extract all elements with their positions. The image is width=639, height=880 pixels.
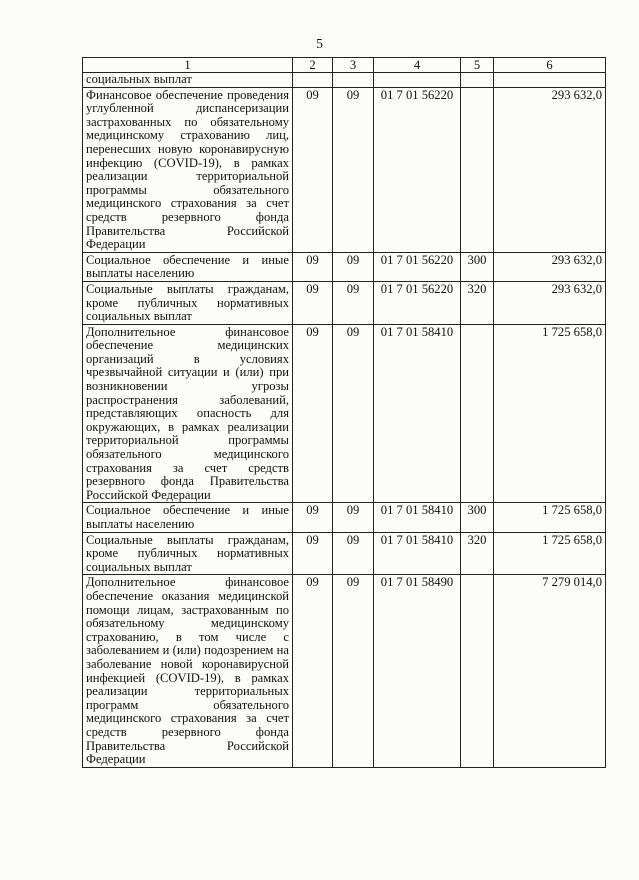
row-subsection: 09	[333, 324, 374, 503]
page-number: 5	[316, 36, 323, 51]
row-target-code: 01 7 01 58410	[374, 503, 461, 532]
table-row	[83, 324, 606, 503]
row-name: социальных выплат	[83, 73, 293, 88]
row-section: 09	[293, 324, 333, 503]
row-amount: 1 725 658,0	[494, 532, 606, 575]
row-subsection	[333, 73, 374, 88]
row-section: 09	[293, 503, 333, 532]
row-target-code: 01 7 01 56220	[374, 252, 461, 281]
row-expense-type: 300	[461, 252, 494, 281]
row-expense-type	[461, 324, 494, 503]
row-section	[293, 73, 333, 88]
row-target-code: 01 7 01 58410	[374, 532, 461, 575]
row-amount	[494, 73, 606, 88]
table-row	[83, 281, 606, 324]
row-amount: 293 632,0	[494, 87, 606, 252]
row-expense-type	[461, 73, 494, 88]
row-expense-type: 320	[461, 281, 494, 324]
row-section: 09	[293, 281, 333, 324]
row-name: Социальные выплаты гражданам, кроме публичных нормативных социальных выплат	[83, 532, 293, 575]
row-section: 09	[293, 252, 333, 281]
row-expense-type: 320	[461, 532, 494, 575]
table-header-row	[83, 58, 606, 73]
header-col-3: 3	[333, 58, 374, 73]
header-col-2: 2	[293, 58, 333, 73]
row-name: Дополнительное финансовое обеспечение оказания медицинской помощи лицам, застрахованным по обязательному медицинскому страхованию, в том числе с заболеванием и (или) подозрением на заболевание новой коронавирусной инфекцией (COVID-19), в рамках реализации территориальных программ обязательного медицинского страхования за счет средств резервного фонда Правительства Российской Федерации	[83, 575, 293, 767]
row-section: 09	[293, 532, 333, 575]
row-amount: 7 279 014,0	[494, 575, 606, 767]
table-row	[83, 532, 606, 575]
header-col-1: 1	[83, 58, 293, 73]
row-subsection: 09	[333, 503, 374, 532]
row-name: Социальное обеспечение и иные выплаты населению	[83, 503, 293, 532]
row-target-code: 01 7 01 56220	[374, 281, 461, 324]
row-name: Социальные выплаты гражданам, кроме публичных нормативных социальных выплат	[83, 281, 293, 324]
row-target-code: 01 7 01 58410	[374, 324, 461, 503]
row-target-code: 01 7 01 56220	[374, 87, 461, 252]
row-subsection: 09	[333, 575, 374, 767]
row-expense-type: 300	[461, 503, 494, 532]
row-subsection: 09	[333, 252, 374, 281]
table-row	[83, 87, 606, 252]
header-col-6: 6	[494, 58, 606, 73]
row-subsection: 09	[333, 87, 374, 252]
header-col-4: 4	[374, 58, 461, 73]
row-amount: 293 632,0	[494, 252, 606, 281]
row-name: Финансовое обеспечение проведения углубленной диспансеризации застрахованных по обязательному медицинскому страхованию лиц, перенесших новую коронавирусную инфекцию (COVID-19), в рамках реализации территориальной программы обязательного медицинского страхования за счет средств резервного фонда Правительства Российской Федерации	[83, 87, 293, 252]
row-section: 09	[293, 87, 333, 252]
row-amount: 293 632,0	[494, 281, 606, 324]
header-col-5: 5	[461, 58, 494, 73]
table-row	[83, 575, 606, 767]
row-expense-type	[461, 575, 494, 767]
table-row	[83, 73, 606, 88]
row-name: Дополнительное финансовое обеспечение медицинских организаций в условиях чрезвычайной ситуации и (или) при возникновении угрозы распространения заболеваний, представляющих опасность для окружающих, в рамках реализации территориальной программы обязательного медицинского страхования за счет средств резервного фонда Правительства Российской Федерации	[83, 324, 293, 503]
row-section: 09	[293, 575, 333, 767]
row-name: Социальное обеспечение и иные выплаты населению	[83, 252, 293, 281]
row-amount: 1 725 658,0	[494, 324, 606, 503]
budget-table	[82, 57, 606, 768]
table-row	[83, 503, 606, 532]
row-subsection: 09	[333, 281, 374, 324]
row-amount: 1 725 658,0	[494, 503, 606, 532]
row-target-code	[374, 73, 461, 88]
row-subsection: 09	[333, 532, 374, 575]
row-target-code: 01 7 01 58490	[374, 575, 461, 767]
row-expense-type	[461, 87, 494, 252]
table-row	[83, 252, 606, 281]
